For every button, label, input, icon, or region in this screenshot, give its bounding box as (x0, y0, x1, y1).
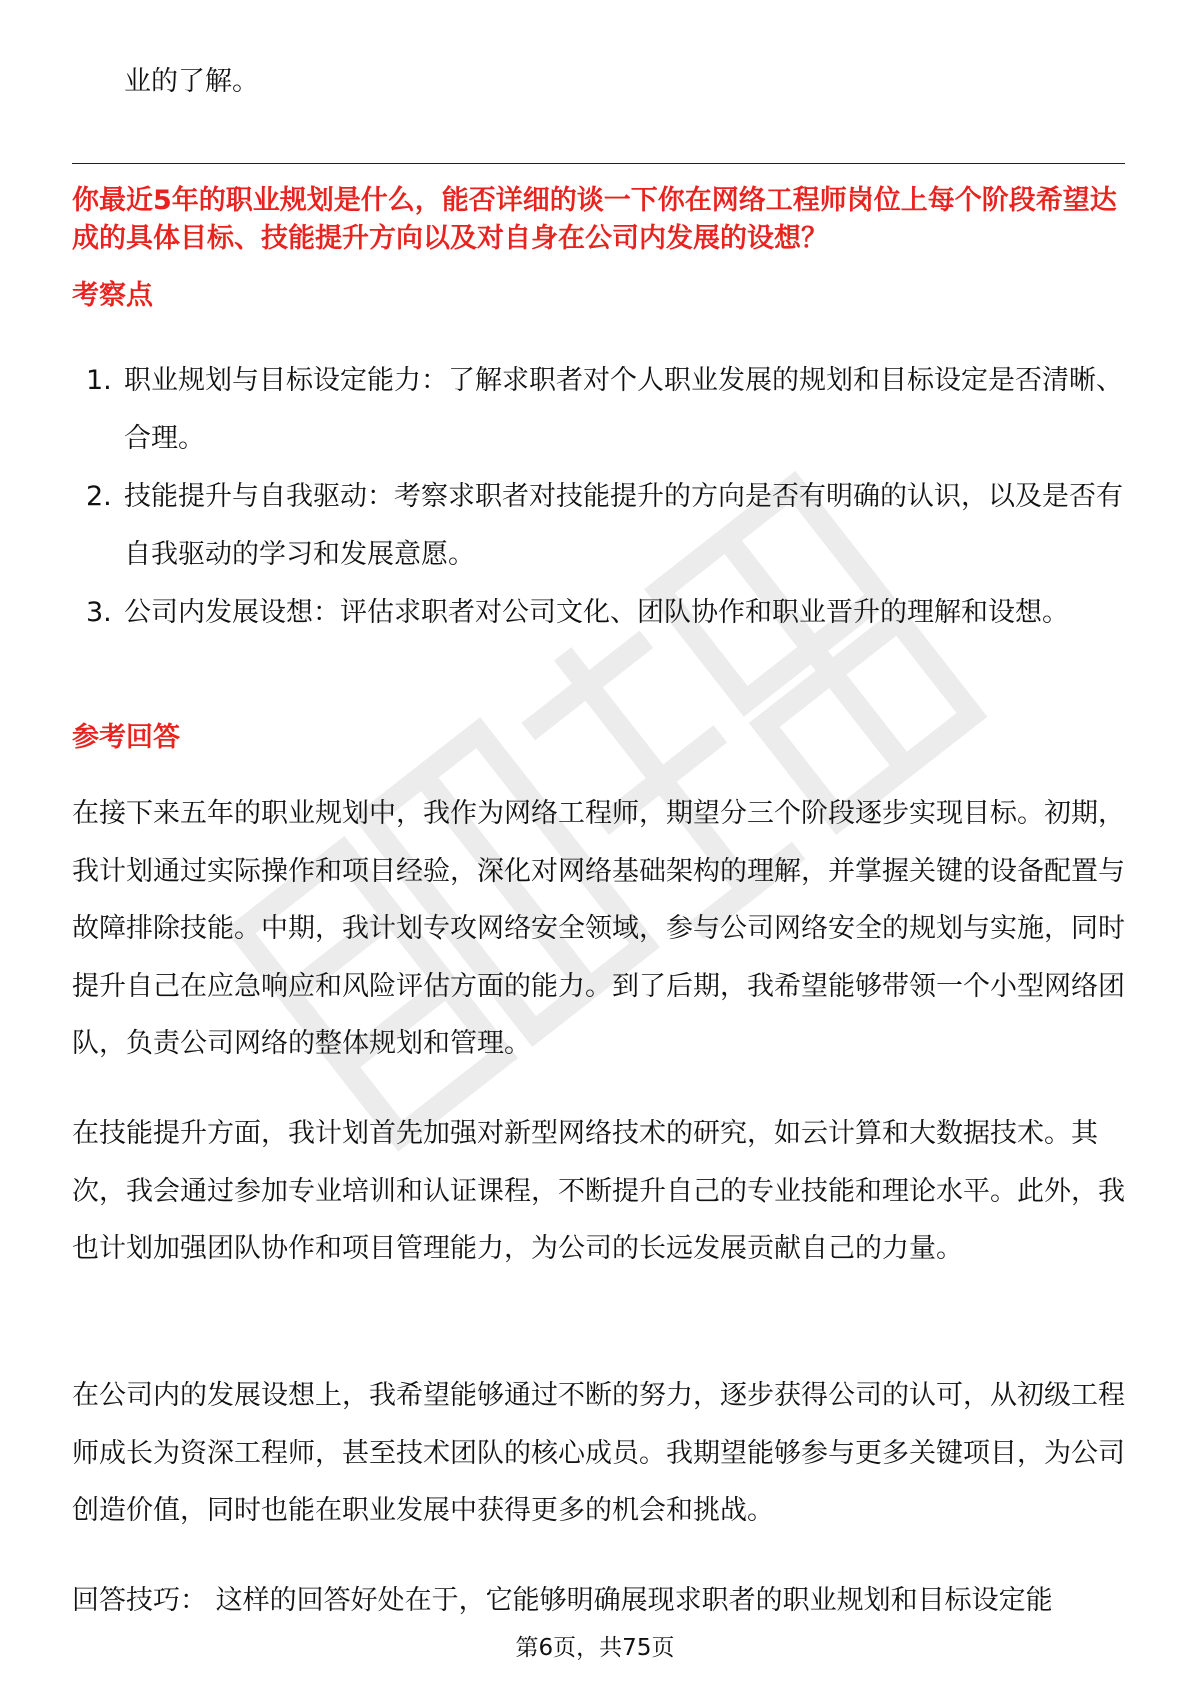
page-number: 第6页，共75页 (515, 1635, 675, 1661)
section-divider (72, 163, 1125, 164)
exam-point-item (72, 584, 1127, 642)
exam-point-number: 1. (86, 365, 112, 396)
interview-question: 你最近5年的职业规划是什么，能否详细的谈一下你在网络工程师岗位上每个阶段希望达成的具体目标、技能提升方向以及对自身在公司内发展的设想？ (72, 185, 1117, 254)
exam-point-text: 公司内发展设想：评估求职者对公司文化、团队协作和职业晋升的理解和设想。 (124, 597, 1069, 628)
exam-point-item (72, 468, 1127, 584)
exam-point-text: 技能提升与自我驱动：考察求职者对技能提升的方向是否有明确的认识，以及是否有自我驱动的学习和发展意愿。 (124, 481, 1123, 570)
answer-paragraph: 在接下来五年的职业规划中，我作为网络工程师，期望分三个阶段逐步实现目标。初期，我计划通过实际操作和项目经验，深化对网络基础架构的理解，并掌握关键的设备配置与故障排除技能。中期，我计划专攻网络安全领域，参与公司网络安全的规划与实施，同时提升自己在应急响应和风险评估方面的能力。到了后期，我希望能够带领一个小型网络团队，负责公司网络的整体规划和管理。 (72, 798, 1125, 1059)
exam-point-item (72, 352, 1127, 468)
exam-points-heading: 考察点 (72, 280, 153, 311)
exam-point-text: 职业规划与目标设定能力：了解求职者对个人职业发展的规划和目标设定是否清晰、合理。 (124, 365, 1123, 454)
answer-paragraph: 在公司内的发展设想上，我希望能够通过不断的努力，逐步获得公司的认可，从初级工程师成长为资深工程师，甚至技术团队的核心成员。我期望能够参与更多关键项目，为公司创造价值，同时也能在职业发展中获得更多的机会和挑战。 (72, 1380, 1125, 1526)
reference-answer-heading: 参考回答 (72, 722, 180, 753)
exam-point-number: 3. (86, 597, 112, 628)
answer-paragraph: 在技能提升方面，我计划首先加强对新型网络技术的研究，如云计算和大数据技术。其次，我会通过参加专业培训和认证课程，不断提升自己的专业技能和理论水平。此外，我也计划加强团队协作和项目管理能力，为公司的长远发展贡献自己的力量。 (72, 1118, 1125, 1264)
continuation-text: 业的了解。 (124, 66, 259, 97)
answer-tip-paragraph: 回答技巧： 这样的回答好处在于，它能够明确展现求职者的职业规划和目标设定能 (72, 1585, 1053, 1616)
exam-points-list (72, 352, 1127, 642)
exam-point-number: 2. (86, 481, 112, 512)
